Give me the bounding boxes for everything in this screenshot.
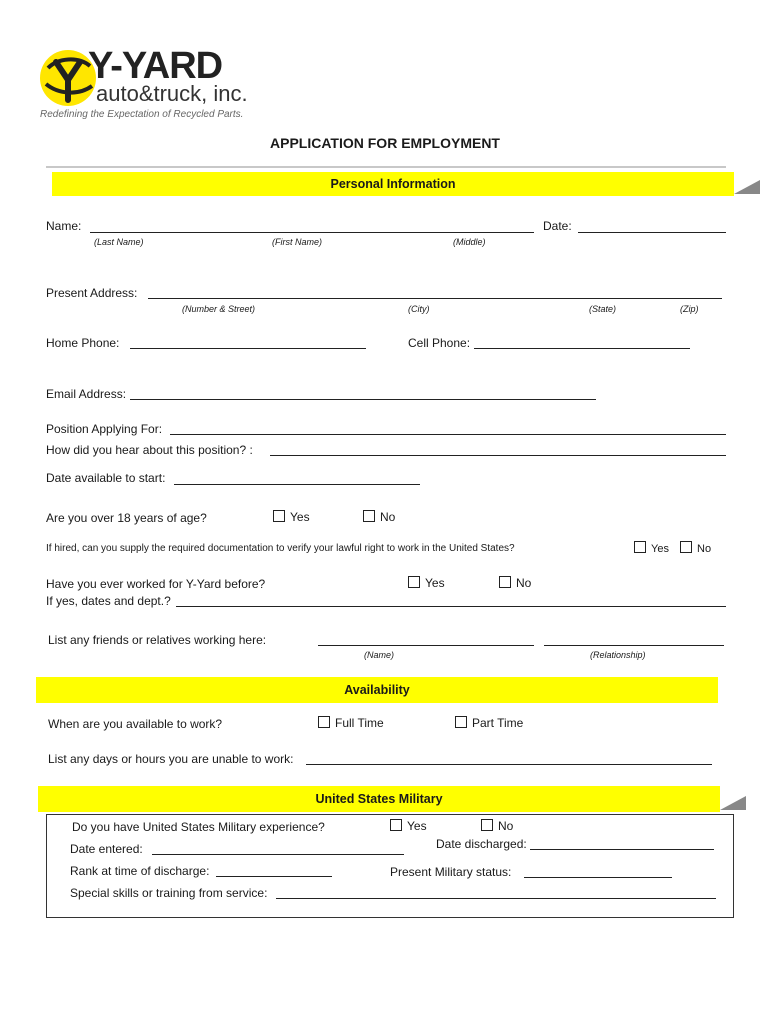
over18-no-checkbox[interactable]: [363, 510, 395, 524]
name-label: Name:: [46, 219, 82, 233]
skills-label: Special skills or training from service:: [70, 886, 268, 900]
rank-label: Rank at time of discharge:: [70, 864, 210, 878]
home-phone-label: Home Phone:: [46, 336, 120, 350]
company-logo: [36, 44, 246, 124]
date-field[interactable]: [578, 232, 726, 233]
friend-relationship-field[interactable]: [544, 645, 724, 646]
logo-brand: Y-YARD: [88, 45, 223, 87]
logo-sub: auto&truck, inc.: [96, 81, 248, 106]
address-label: Present Address:: [46, 286, 138, 300]
over18-yes-checkbox[interactable]: [273, 510, 310, 524]
logo-tagline: Redefining the Expectation of Recycled Parts.: [40, 109, 244, 120]
last-name-caption: (Last Name): [94, 237, 144, 247]
full-time-checkbox[interactable]: [318, 716, 384, 730]
work-auth-yes-checkbox[interactable]: [634, 541, 669, 556]
home-phone-field[interactable]: [130, 348, 366, 349]
checkbox-icon: [455, 716, 467, 728]
checkbox-icon: [634, 541, 646, 553]
checkbox-icon: [390, 819, 402, 831]
no-label: No: [380, 510, 396, 524]
date-discharged-field[interactable]: [530, 849, 714, 850]
checkbox-icon: [481, 819, 493, 831]
friend-name-field[interactable]: [318, 645, 534, 646]
present-status-label: Present Military status:: [390, 865, 512, 879]
date-available-label: Date available to start:: [46, 471, 166, 485]
email-label: Email Address:: [46, 387, 127, 401]
yes-label: Yes: [425, 576, 445, 590]
checkbox-icon: [318, 716, 330, 728]
corner-fold-icon: [734, 180, 760, 194]
hear-field[interactable]: [270, 455, 726, 456]
no-label: No: [498, 819, 514, 833]
dates-dept-field[interactable]: [176, 606, 726, 607]
position-label: Position Applying For:: [46, 422, 163, 436]
date-entered-label: Date entered:: [70, 842, 143, 856]
part-time-label: Part Time: [472, 716, 524, 730]
date-available-field[interactable]: [174, 484, 420, 485]
yes-label: Yes: [290, 510, 310, 524]
work-auth-no-checkbox[interactable]: [680, 541, 711, 556]
military-no-checkbox[interactable]: [481, 819, 513, 833]
dates-dept-label: If yes, dates and dept.?: [46, 594, 171, 608]
part-time-checkbox[interactable]: [455, 716, 523, 730]
work-auth-label: If hired, can you supply the required documentation to verify your lawful right to work in the United States?: [46, 543, 515, 554]
skills-field[interactable]: [276, 898, 716, 899]
friends-label: List any friends or relatives working here:: [48, 633, 267, 647]
position-field[interactable]: [170, 434, 726, 435]
date-discharged-label: Date discharged:: [436, 837, 527, 851]
hear-label: How did you hear about this position? :: [46, 443, 253, 457]
middle-caption: (Middle): [453, 237, 486, 247]
corner-fold-icon: [720, 796, 746, 810]
checkbox-icon: [499, 576, 511, 588]
no-label: No: [697, 543, 712, 555]
city-caption: (City): [408, 304, 430, 314]
full-time-label: Full Time: [335, 716, 384, 730]
state-caption: (State): [589, 304, 617, 314]
over18-label: Are you over 18 years of age?: [46, 511, 207, 525]
title-rule: [46, 166, 726, 168]
section-military: United States Military: [38, 786, 720, 812]
worked-before-yes-checkbox[interactable]: [408, 576, 445, 590]
present-status-field[interactable]: [524, 877, 672, 878]
first-name-caption: (First Name): [272, 237, 322, 247]
checkbox-icon: [363, 510, 375, 522]
when-available-label: When are you available to work?: [48, 717, 223, 731]
section-availability: Availability: [36, 677, 718, 703]
date-label: Date:: [543, 219, 572, 233]
cell-phone-label: Cell Phone:: [408, 336, 471, 350]
military-experience-label: Do you have United States Military experience?: [72, 820, 325, 834]
unable-label: List any days or hours you are unable to work:: [48, 752, 294, 766]
unable-field[interactable]: [306, 764, 712, 765]
military-yes-checkbox[interactable]: [390, 819, 427, 833]
address-field[interactable]: [148, 298, 722, 299]
checkbox-icon: [408, 576, 420, 588]
rank-field[interactable]: [216, 876, 332, 877]
relationship-caption: (Relationship): [590, 650, 646, 660]
yes-label: Yes: [407, 819, 427, 833]
no-label: No: [516, 576, 532, 590]
cell-phone-field[interactable]: [474, 348, 690, 349]
page-title: APPLICATION FOR EMPLOYMENT: [270, 135, 500, 151]
checkbox-icon: [680, 541, 692, 553]
worked-before-label: Have you ever worked for Y-Yard before?: [46, 577, 266, 591]
date-entered-field[interactable]: [152, 854, 404, 855]
email-field[interactable]: [130, 399, 596, 400]
zip-caption: (Zip): [680, 304, 699, 314]
street-caption: (Number & Street): [182, 304, 256, 314]
name-caption: (Name): [364, 650, 395, 660]
section-personal-information: Personal Information: [52, 172, 734, 196]
checkbox-icon: [273, 510, 285, 522]
worked-before-no-checkbox[interactable]: [499, 576, 531, 590]
name-field[interactable]: [90, 232, 534, 233]
yes-label: Yes: [651, 543, 669, 555]
